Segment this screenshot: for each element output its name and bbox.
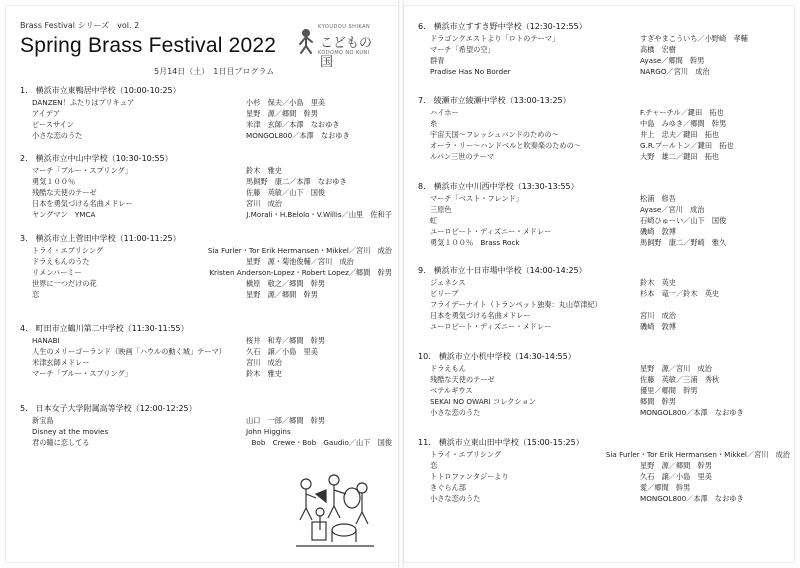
program-row (20, 357, 392, 368)
program-row (20, 267, 392, 278)
song-title: ルパン三世のテーマ (430, 152, 495, 161)
program-row (418, 151, 790, 162)
program-row (418, 215, 790, 226)
program-row (20, 289, 392, 300)
composer-arranger: NARGO／宮川 成治 (640, 67, 710, 76)
composer-arranger: 宮川 成治 (246, 199, 282, 208)
song-title: トライ・エブリシング (430, 450, 502, 459)
song-title: マーチ「ベスト・フレンド」 (430, 194, 523, 203)
composer-arranger: MONGOL800／本澤 なおゆき (640, 408, 744, 417)
school-heading: 10. 横浜市立小机中学校（14:30-14:55） (418, 352, 576, 361)
program-row (418, 226, 790, 237)
song-title: 勇気１００％ (32, 177, 76, 186)
song-title: マーチ「希望の空」 (430, 45, 495, 54)
song-title: 新宝島 (32, 416, 54, 425)
composer-arranger: 大野 雄二／鍵田 拓也 (640, 152, 720, 161)
song-title: ジェネシス (430, 278, 466, 287)
program-row (20, 108, 392, 119)
song-title: 群青 (430, 56, 445, 65)
song-title: 宇宙天国～フレッシュバンドのための～ (430, 130, 559, 139)
school-heading: 11. 横浜市立東山田中学校（15:00-15:25） (418, 438, 584, 447)
school-block (20, 322, 392, 379)
program-row (418, 237, 790, 248)
program-row (20, 209, 392, 220)
festival-title: Spring Brass Festival 2022 (20, 34, 277, 57)
composer-arranger: 星野 源／宮川 成治 (640, 364, 712, 373)
school-block (418, 20, 790, 77)
composer-arranger: 星野 源／郷間 幹男 (246, 109, 318, 118)
song-title: 勇気１００％ Brass Rock (430, 238, 520, 247)
song-title: ユーロビート・ディズニー・メドレー (430, 227, 552, 236)
school-heading: 1. 横浜市立東鴨居中学校（10:00-10:25） (20, 86, 181, 95)
song-title: 小さな恋のうた (32, 131, 83, 140)
composer-arranger: 愛／郷間 幹男 (640, 483, 691, 492)
song-title: マーチ「ブルー・スプリング」 (32, 369, 132, 378)
song-title: 日本を勇気づける名曲メドレー (32, 199, 133, 208)
program-row (20, 335, 392, 346)
song-title: 米津玄師メドレー (32, 358, 90, 367)
composer-arranger: 桜井 和寿／郷間 幹男 (246, 336, 326, 345)
composer-arranger: 星野 源・菊池俊輔／宮川 成治 (246, 257, 354, 266)
school-block (20, 232, 392, 300)
program-row (20, 119, 392, 130)
song-title: ドラゴンクエストより「ロトのテーマ」 (430, 34, 560, 43)
song-title: ハイホー (430, 108, 459, 117)
composer-arranger: 磯崎 敦博 (640, 227, 676, 236)
composer-arranger: 高橋 宏樹 (640, 45, 676, 54)
song-title: 残酷な天使のテーゼ (430, 375, 495, 384)
song-title: Pradise Has No Border (430, 67, 511, 76)
brass-band-illustration-icon (292, 468, 378, 552)
school-heading: 9. 横浜市立十日市場中学校（14:00-14:25） (418, 266, 587, 275)
program-row (418, 288, 790, 299)
song-title: HANABI (32, 336, 60, 345)
program-row (418, 193, 790, 204)
program-row (20, 368, 392, 379)
composer-arranger: 松浦 修吾 (640, 194, 676, 203)
program-row (418, 66, 790, 77)
program-row (20, 278, 392, 289)
program-row (20, 97, 392, 108)
program-row (418, 55, 790, 66)
song-title: 三原色 (430, 205, 452, 214)
composer-arranger: 小杉 保夫／小島 里美 (246, 98, 326, 107)
song-title: 虹 (430, 216, 438, 225)
school-block (418, 350, 790, 418)
composer-arranger: 佐藤 英敏／山下 国俊 (246, 188, 326, 197)
school-block (20, 152, 392, 220)
composer-arranger: MONGOL800／本澤 なおゆき (640, 494, 744, 503)
song-title: 恋 (32, 290, 40, 299)
school-block (418, 94, 790, 162)
program-row (20, 256, 392, 267)
composer-arranger: 久石 譲／小島 里美 (640, 472, 712, 481)
song-title: Disney at the movies (32, 427, 109, 436)
song-title: 日本を勇気づける名曲メドレー (430, 311, 531, 320)
program-row (418, 321, 790, 332)
composer-arranger: 鈴木 英史 (640, 278, 676, 287)
composer-arranger: Ayase／郷間 幹男 (640, 56, 705, 65)
composer-arranger: 馬飼野 康二／本澤 なおゆき (246, 177, 347, 186)
song-title: マーチ「ブルー・スプリング」 (32, 166, 132, 175)
program-row (418, 482, 790, 493)
composer-arranger: すぎやまこういち／小野崎 孝輔 (640, 34, 748, 43)
composer-arranger: 宮川 成治 (640, 311, 676, 320)
series-label: Brass Festival シリーズ vol. 2 (20, 21, 140, 30)
program-row (20, 346, 392, 357)
composer-arranger: 中島 みゆき／郷間 幹男 (640, 119, 727, 128)
program-row (418, 44, 790, 55)
program-row (418, 407, 790, 418)
program-row (20, 130, 392, 141)
composer-arranger: F.チャーチル／鍵田 拓也 (640, 108, 724, 117)
school-block (418, 180, 790, 248)
school-block (418, 436, 790, 504)
logo-bottom-text: KODOMO NO KUNI (318, 50, 370, 56)
program-row (418, 33, 790, 44)
song-title: ピースサイン (32, 120, 74, 129)
song-title: トライ・エブリシング (32, 246, 104, 255)
composer-arranger: John Higgins (246, 427, 291, 436)
composer-arranger: Bob Crewe・Bob Gaudio／山下 国俊 (251, 438, 392, 447)
song-title: ドラえもん (430, 364, 466, 373)
school-heading: 5. 日本女子大学附属高等学校（12:00-12:25） (20, 404, 197, 413)
song-title: ユーロビート・ディズニー・メドレー (430, 322, 552, 331)
song-title: 君の瞳に恋してる (32, 438, 90, 447)
program-date: 5月14日（土） 1日目プログラム (154, 67, 275, 76)
program-row (418, 204, 790, 215)
composer-arranger: Kristen Anderson-Lopez・Robert Lopez／郷間 幹男 (209, 268, 392, 277)
composer-arranger: 井上 忠夫／鍵田 拓也 (640, 130, 720, 139)
song-title: きぐらん部 (430, 483, 466, 492)
song-title: DANZEN！ふたりはプリキュア (32, 98, 135, 107)
composer-arranger: 馬飼野 康二／野崎 雅久 (640, 238, 727, 247)
song-title: SEKAI NO OWARI コレクション (430, 397, 536, 406)
child-figure-icon (296, 28, 316, 54)
program-row (418, 396, 790, 407)
logo-top-text: KYOUDOU SHIKAN (318, 24, 371, 30)
song-title: ベテルギウス (430, 386, 473, 395)
program-row (20, 176, 392, 187)
song-title: 残酷な天使のテーゼ (32, 188, 97, 197)
song-title: アイデア (32, 109, 61, 118)
song-title: フライデーナイト（トランペット独奏：丸山草津紀） (430, 300, 602, 309)
song-title: 人生のメリーゴーランド（映画「ハウルの動く城」テーマ） (32, 347, 226, 356)
program-row (20, 415, 392, 426)
program-row (20, 187, 392, 198)
logo-name: こどもの国 (320, 36, 373, 70)
composer-arranger: 佐藤 英敏／三浦 秀秋 (640, 375, 720, 384)
program-row (418, 493, 790, 504)
composer-arranger: 杉本 竜一／鈴木 英史 (640, 289, 720, 298)
school-heading: 4. 町田市立鶴川第二中学校（11:30-11:55） (20, 324, 189, 333)
program-row (418, 277, 790, 288)
school-block (20, 402, 392, 448)
composer-arranger: 久石 譲／小島 里美 (246, 347, 318, 356)
program-row (418, 140, 790, 151)
program-row (20, 437, 392, 448)
composer-arranger: J.Morali・H.Belolo・V.Willis／山里 佐和子 (246, 210, 392, 219)
song-title: 小さな恋のうた (430, 494, 481, 503)
composer-arranger: MONGOL800／本澤 なおゆき (246, 131, 350, 140)
composer-arranger: G.R.プールトン／鍵田 拓也 (640, 141, 734, 150)
song-title: ヤングマン YMCA (32, 210, 96, 219)
program-row (20, 198, 392, 209)
school-heading: 7. 綾瀬市立綾瀬中学校（13:00-13:25） (418, 96, 571, 105)
right-page (404, 6, 794, 562)
composer-arranger: Sia Furler・Tor Erik Hermansen・Mikkel／宮川 成治 (207, 246, 392, 255)
song-title: オーラ・リー～ハンドベルと吹奏楽のための～ (430, 141, 581, 150)
composer-arranger: 星野 源／郷間 幹男 (640, 461, 712, 470)
program-row (418, 299, 790, 310)
song-title: 糸 (430, 119, 438, 128)
composer-arranger: 山口 一郎／郷間 幹男 (246, 416, 326, 425)
program-row (418, 310, 790, 321)
song-title: 小さな恋のうた (430, 408, 481, 417)
song-title: リメンバーミー (32, 268, 82, 277)
school-block (418, 264, 790, 332)
song-title: ドラえもんのうた (32, 257, 90, 266)
school-heading: 6. 横浜市立すすき野中学校（12:30-12:55） (418, 22, 587, 31)
composer-arranger: 石崎ひゅーい／山下 国俊 (640, 216, 727, 225)
school-heading: 3. 横浜市立上菅田中学校（11:00-11:25） (20, 234, 181, 243)
program-row (418, 118, 790, 129)
song-title: 恋 (430, 461, 438, 470)
song-title: 世界に一つだけの花 (32, 279, 97, 288)
program-row (20, 245, 392, 256)
program-row (418, 363, 790, 374)
program-row (418, 107, 790, 118)
song-title: ビリーブ (430, 289, 459, 298)
composer-arranger: 鈴木 雅史 (246, 369, 282, 378)
program-row (418, 385, 790, 396)
composer-arranger: 郷間 幹男 (640, 397, 676, 406)
composer-arranger: Sia Furler・Tor Erik Hermansen・Mikkel／宮川 成治 (605, 450, 790, 459)
composer-arranger: 鈴木 雅史 (246, 166, 282, 175)
school-heading: 8. 横浜市立中川西中学校（13:30-13:55） (418, 182, 579, 191)
composer-arranger: 磯崎 敦博 (640, 322, 676, 331)
school-heading: 2. 横浜市立中山中学校（10:30-10:55） (20, 154, 173, 163)
program-row (418, 449, 790, 460)
song-title: トトロファンタジーより (430, 472, 509, 481)
kodomo-no-kuni-logo (296, 24, 382, 70)
program-row (418, 129, 790, 140)
school-block (20, 84, 392, 141)
composer-arranger: 優里／郷間 幹男 (640, 386, 698, 395)
program-row (20, 426, 392, 437)
program-row (418, 460, 790, 471)
left-page (6, 6, 398, 562)
composer-arranger: 槇原 敬之／郷間 幹男 (246, 279, 326, 288)
composer-arranger: 星野 源／郷間 幹男 (246, 290, 318, 299)
program-row (418, 471, 790, 482)
composer-arranger: 米津 玄師／本澤 なおゆき (246, 120, 340, 129)
program-row (418, 374, 790, 385)
composer-arranger: 宮川 成治 (246, 358, 282, 367)
composer-arranger: Ayase／宮川 成治 (640, 205, 705, 214)
program-row (20, 165, 392, 176)
